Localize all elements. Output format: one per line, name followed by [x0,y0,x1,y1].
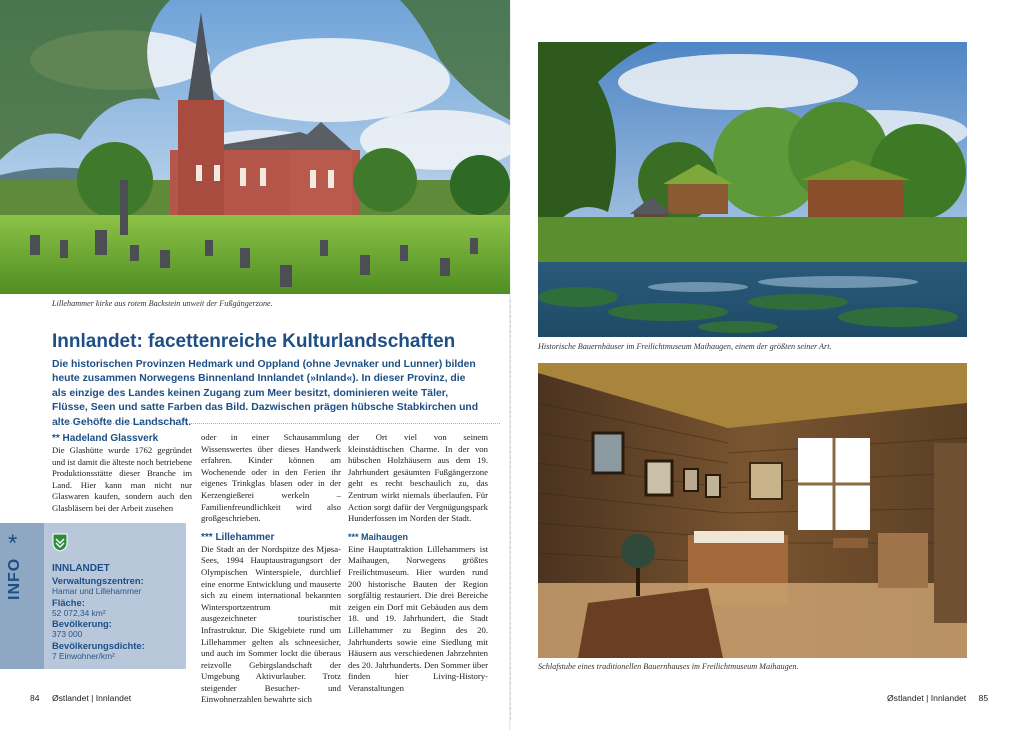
text-column-1 [52,432,192,521]
page-number-right: 85 [978,693,989,703]
running-head-right: Østlandet | Innlandet [887,693,967,703]
info-value-area: 52 072,34 km² [52,607,106,618]
article-lead: Die historischen Provinzen Hedmark und Oppland (ohne Jevnaker und Lunner) bilden heute zusammen Norwegens Binnenland Innlandet (»Inland«). In dieser Provinz, die als einzige des Landes keinen Zugang zum Meer besitzt, dominieren weite Täler, Flüsse, Seen und satte Farben das Bild. Dazwischen prägen hübsche Stabkirchen und alte Gehöfte die Landschaft. [52,359,479,428]
text-column-2 [201,432,341,712]
info-star-icon: * [8,530,18,557]
text-column-3 [348,432,488,700]
farmhouses-photo [538,42,967,337]
info-value-density: 7 Einwohner/km² [52,650,115,661]
paragraph-hadeland: Die Glashütte wurde 1762 gegründet und ist damit die älteste noch betriebene Produktionsstätte dieser Branche im Land. Hier kann man nicht nur Glaswaren kaufen, sondern auch den Glasbläsern bei der Arbeit zusehen [52,445,192,513]
info-tab-label: INFO [6,557,23,600]
info-content [52,563,182,661]
farmhouses-photo-caption: Historische Bauernhäuser im Freilichtmuseum Maihaugen, einem der größten seiner Art. [538,342,832,351]
heading-lillehammer: *** Lillehammer [201,531,275,543]
heading-hadeland-glassverk: ** Hadeland Glassverk [52,433,159,444]
paragraph-lillehammer-cont: der Ort viel von seinem kleinstädtischen Charme. In der von hübschen Holzhäusern aus dem 19. Jahrhundert gesäumten Fußgängerzone geht es recht beschaulich zu, das Zentrum wirkt niemals überlaufen. Für Action sorgt dafür der Vergnügungspark Hunderfossen im Norden der Stadt. [348,432,488,524]
paragraph-hadeland-cont: oder in einer Schausammlung Wissenswertes über dieses Handwerk erfahren. Kinder können am Wochenende oder in den Ferien ihr eigenes Trinkglas blasen oder in der Kerzengießerei werkeln – Familienfreundlichkeit wird also großgeschrieben. [201,432,341,524]
info-label-density: Bevölkerungsdichte: [52,639,145,651]
heading-maihaugen: *** Maihaugen [348,531,409,542]
page-number-left: 84 [30,693,40,703]
footer-left [30,693,131,703]
interior-photo [538,363,967,658]
info-value-admin: Hamar und Lillehammer [52,586,142,596]
article-title: Innlandet: facettenreiche Kulturlandschaften [52,331,456,352]
info-label-admin: Verwaltungszentren: [52,575,144,586]
church-photo [0,0,510,294]
coat-of-arms-icon [52,533,68,552]
info-label-area: Fläche: [52,596,85,608]
paragraph-lillehammer: Die Stadt an der Nordspitze des Mjøsa-Sees, 1994 Hauptaustragungsort der Olympischen Winterspiele, durchlief eine enorme Entwicklung und mauserte sich zu einem international bekannten Wintersportzentrum mit ausgezeichneter touristischer Infrastruktur. Die Skigebiete rund um Lillehammer gelten als schneesicher, und auch im Sommer lockt die überaus reizvolle Gebirgslandschaft der Umgebung Aktivurlauber. Trotz steigender Besucher- und Einwohnerzahlen bewahrte sich [201,543,341,705]
gutter-dashed-line [510,300,511,720]
paragraph-maihaugen: Eine Hauptattraktion Lillehammers ist Maihaugen, Norwegens größtes Freilichtmuseum. Hier wurden rund 200 historische Bauten der Region sorgfältig restauriert. Die drei Bereiche zeigen ein Dorf mit Gebäuden aus dem 18. und 19. Jahrhundert, die Stadt Lillehammer zu Beginn des 20. Jahrhunderts sowie eine Siedlung mit Häusern aus verschiedenen Jahrzehnten des 20. Jahrhunderts. Den Sommer über finden hier Living-History-Veranstaltungen [348,543,488,693]
church-photo-caption: Lillehammer kirke aus rotem Backstein unweit der Fußgängerzone. [52,299,273,308]
info-region-title: INNLANDET [52,563,110,574]
info-value-population: 373 000 [52,629,83,639]
info-label-population: Bevölkerung: [52,618,112,629]
footer-right [887,693,988,703]
section-divider [52,423,500,424]
running-head-left: Østlandet | Innlandet [51,693,132,703]
interior-photo-caption: Schlafstube eines traditionellen Bauernhauses im Freilichtmuseum Maihaugen. [538,662,799,671]
